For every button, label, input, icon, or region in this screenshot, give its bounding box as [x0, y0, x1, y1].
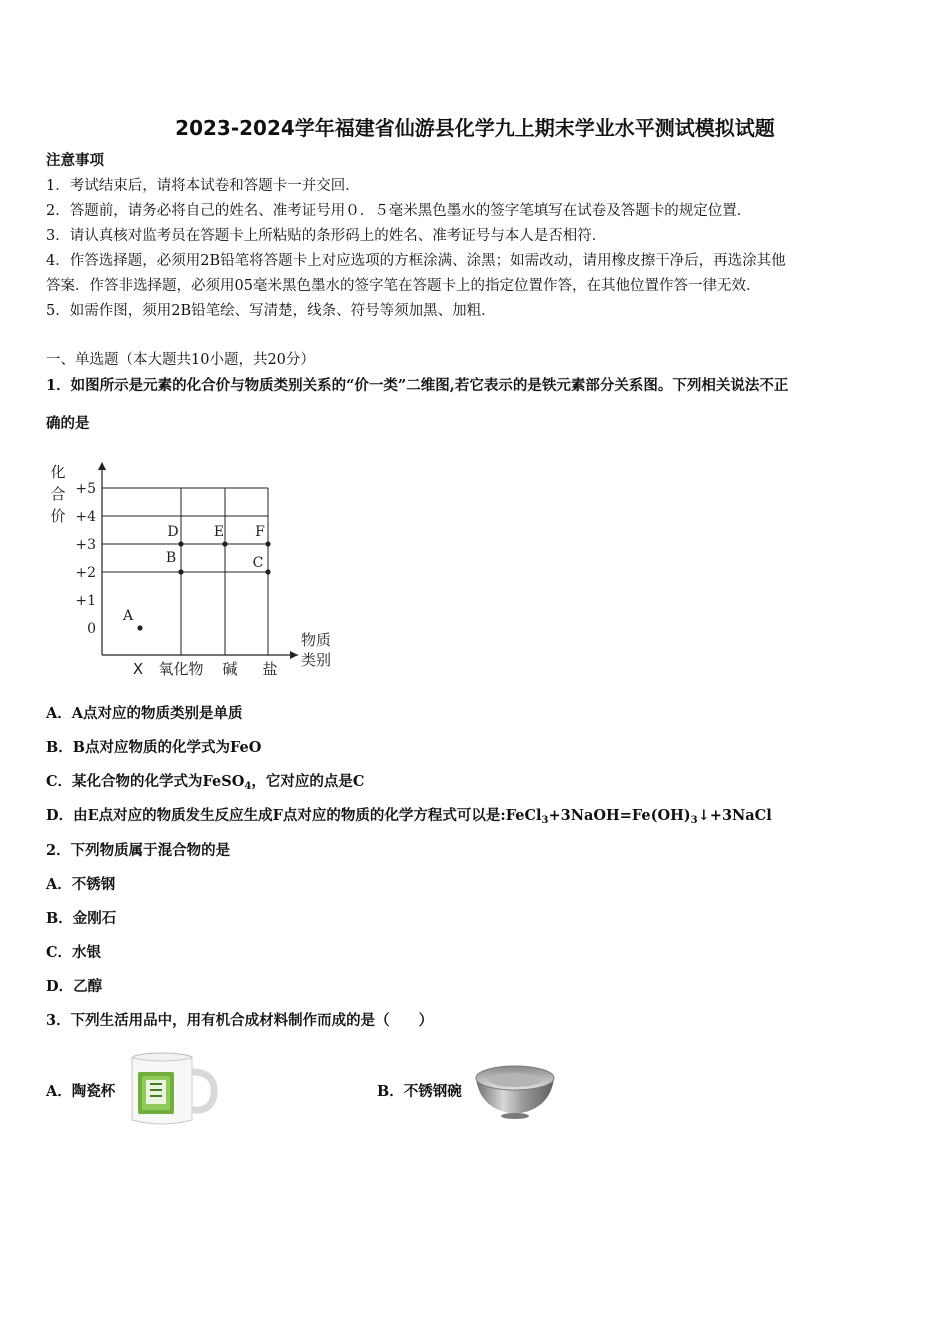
x-axis-label: 物质 [300, 631, 332, 649]
y-axis-label: 合 [50, 485, 66, 503]
y-tick-label: +4 [75, 509, 96, 525]
question-2-option: C．水银 [46, 944, 102, 961]
option-d-text-end: ↓+3NaCl [697, 807, 772, 824]
data-point [178, 541, 183, 546]
y-axis-label: 价 [50, 507, 66, 525]
x-tick-label: 盐 [262, 660, 278, 678]
x-axis-label: 类别 [300, 651, 332, 669]
y-tick-label: +5 [75, 481, 96, 497]
x-tick-label: X [132, 660, 144, 678]
section-heading: 一、单选题（本大题共10小题，共20分） [46, 352, 315, 368]
option-c-text-end: ，它对应的点是C [251, 773, 365, 790]
question-1-stem-cont: 确的是 [46, 415, 90, 432]
y-tick-label: +2 [75, 565, 96, 581]
y-axis-arrow [98, 462, 106, 470]
data-point-label: F [255, 524, 265, 540]
option-d-text-mid: +3NaOH=Fe(OH) [548, 807, 691, 824]
question-3-option-a: A．陶瓷杯 [46, 1083, 116, 1100]
question-2-option: B．金刚石 [46, 910, 117, 927]
question-1-option-a: A．A点对应的物质类别是单质 [46, 705, 243, 722]
y-tick-label: +3 [75, 537, 96, 553]
data-point [178, 569, 183, 574]
data-point [265, 569, 270, 574]
notice-item: 答案．作答非选择题，必须用05毫米黑色墨水的签字笔在答题卡上的指定位置作答，在其他位置作答一律无效． [46, 278, 761, 294]
data-point-label: B [165, 550, 177, 566]
notice-item: 1．考试结束后，请将本试卷和答题卡一并交回． [46, 178, 360, 194]
x-tick-label: 碱 [222, 660, 238, 678]
question-1-stem: 1．如图所示是元素的化合价与物质类别关系的“价一类”二维图,若它表示的是铁元素部分关系图。下列相关说法不正 [46, 377, 789, 394]
notice-item: 3．请认真核对监考员在答题卡上所粘贴的条形码上的姓名、准考证号与本人是否相符． [46, 228, 607, 244]
data-point [222, 541, 227, 546]
data-point [137, 625, 142, 630]
notice-item: 2．答题前，请务必将自己的姓名、准考证号用０．５毫米黑色墨水的签字笔填写在试卷及答题卡的规定位置． [46, 203, 752, 219]
data-point-label: A [122, 608, 134, 624]
x-axis-arrow [290, 651, 298, 659]
question-1-option-b: B．B点对应物质的化学式为FeO [46, 739, 262, 756]
option-d-text: D．由E点对应的物质发生反应生成F点对应的物质的化学方程式可以是:FeCl [46, 807, 542, 824]
data-point-label: E [213, 524, 225, 540]
data-point-label: D [167, 524, 179, 540]
question-2-option: D．乙醇 [46, 978, 103, 995]
question-2-stem: 2．下列物质属于混合物的是 [46, 842, 231, 859]
page-title: 2023-2024学年福建省仙游县化学九上期末学业水平测试模拟试题 [175, 116, 775, 140]
question-2-option: A．不锈钢 [46, 876, 116, 893]
question-3-option-b: B．不锈钢碗 [377, 1083, 462, 1100]
question-1-option-c [46, 772, 364, 797]
data-point-label: C [252, 555, 264, 571]
question-3-stem: 3．下列生活用品中，用有机合成材料制作而成的是（ ） [46, 1012, 434, 1029]
x-tick-label: 氧化物 [158, 660, 204, 678]
option-d-subscript: 3 [690, 815, 698, 826]
option-c-subscript: 4 [244, 781, 252, 792]
y-tick-label: 0 [87, 621, 96, 637]
valence-category-chart [40, 455, 350, 685]
option-d-subscript: 3 [541, 815, 549, 826]
y-tick-label: +1 [75, 593, 96, 609]
option-c-text: C．某化合物的化学式为FeSO [46, 773, 245, 790]
notice-item: 5．如需作图，须用2B铅笔绘、写清楚，线条、符号等须加黑、加粗． [46, 303, 496, 319]
y-axis-label: 化 [50, 463, 66, 481]
data-point [265, 541, 270, 546]
ceramic-mug-image [128, 1050, 218, 1128]
notice-item: 4．作答选择题，必须用2B铅笔将答题卡上对应选项的方框涂满、涂黑；如需改动，请用橡皮擦干净后，再选涂其他 [46, 253, 786, 269]
question-1-option-d [46, 806, 772, 831]
steel-bowl-image [472, 1062, 558, 1120]
notice-heading: 注意事项 [46, 152, 104, 169]
